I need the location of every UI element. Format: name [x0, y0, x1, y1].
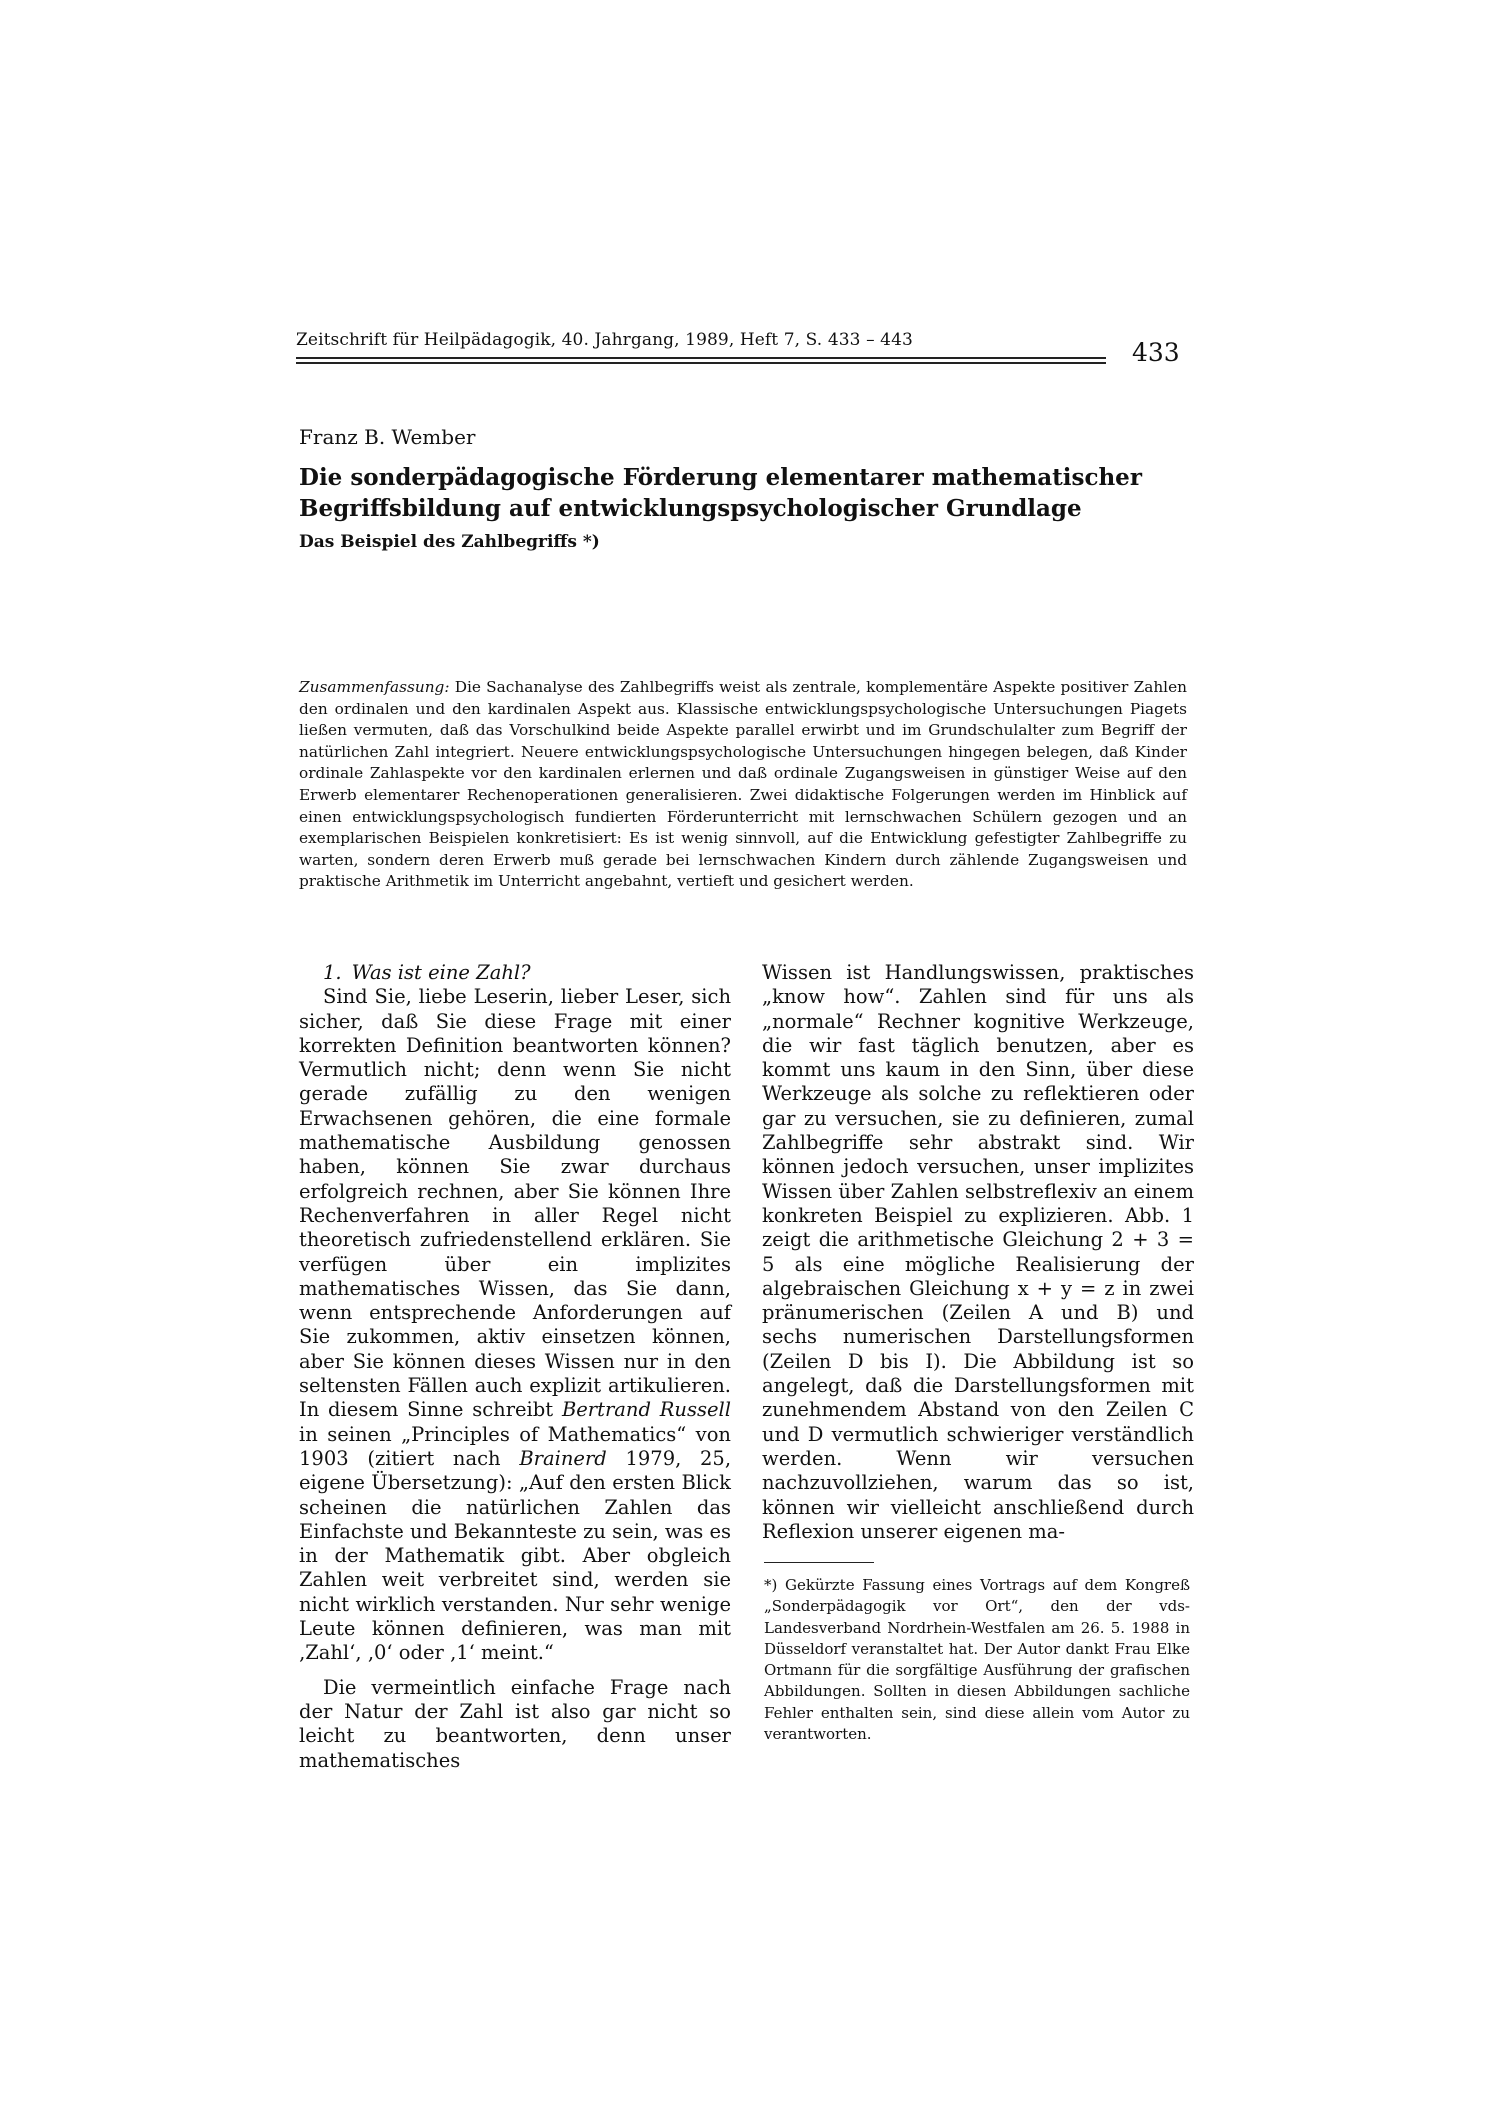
- abstract: [299, 677, 1187, 893]
- paragraph-1-name-russell: Bertrand Russell: [561, 1398, 732, 1422]
- paragraph-1-name-brainerd: Brainerd: [519, 1446, 607, 1470]
- article-title: Die sonderpädagogische Förderung elementarer mathematischer Begriffsbildung auf entwicklungspsychologischer Grundlage: [299, 464, 1142, 522]
- author: Franz B. Wember: [299, 425, 476, 449]
- left-column: [299, 961, 731, 1773]
- abstract-text: Die Sachanalyse des Zahlbegriffs weist als zentrale, komplementäre Aspekte positiver Zahlen den ordinalen und den kardinalen Aspekt aus. Klassische entwicklungspsychologische Untersuchungen Piagets ließen vermuten, daß das Vorschulkind beide Aspekte parallel erwirbt und im Grundschulalter zum Begriff der natürlichen Zahl integriert. Neuere entwicklungspsychologische Untersuchungen hingegen belegen, daß Kinder ordinale Zahlaspekte vor den kardinalen erlernen und daß ordinale Zugangsweisen in günstiger Weise auf den Erwerb elementarer Rechenoperationen generalisieren. Zwei didaktische Folgerungen werden im Hinblick auf einen entwicklungspsychologisch fundierten Förderunterricht mit lernschwachen Schülern gezogen und an exemplarischen Beispielen konkretisiert: Es ist wenig sinnvoll, auf die Entwicklung gefestigter Zahlbegriffe zu warten, sondern deren Erwerb muß gerade bei lernschwachen Kindern durch zählende Zugangsweisen und praktische Arithmetik im Unterricht angebahnt, vertieft und gesichert werden.: [299, 678, 1187, 891]
- article-subtitle: Das Beispiel des Zahlbegriffs *): [299, 532, 600, 552]
- paragraph-2: Die vermeintlich einfache Frage nach der Natur der Zahl ist also gar nicht so leicht zu beantworten, denn unser mathematisches: [299, 1675, 731, 1772]
- paragraph-1: [299, 985, 731, 1665]
- paragraph-1-text-a: Sind Sie, liebe Leserin, lieber Leser, sich sicher, daß Sie diese Frage mit einer korrekten Definition beantworten können? Vermutlich nicht; denn wenn Sie nicht gerade zufällig zu den wenigen Erwachsenen gehören, die eine formale mathematische Ausbildung genossen haben, können Sie zwar durchaus erfolgreich rechnen, aber Sie können Ihre Rechenverfahren in aller Regel nicht theoretisch zufriedenstellend erklären. Sie verfügen über ein implizites mathematisches Wissen, das Sie dann, wenn entsprechende Anforderungen auf Sie zukommen, aktiv einsetzen können, aber Sie können dieses Wissen nur in den seltensten Fällen auch explizit artikulieren. In diesem Sinne schreibt: [299, 985, 731, 1422]
- paragraph-1-text-b: in seinen „Principles of Mathematics“ von 1903 (zitiert nach: [299, 1422, 731, 1470]
- footnote-rule: [764, 1562, 874, 1563]
- section-heading: [299, 961, 731, 985]
- section-title: Was ist eine Zahl?: [351, 961, 531, 984]
- header-rule-top: [296, 357, 1106, 359]
- journal-header: Zeitschrift für Heilpädagogik, 40. Jahrgang, 1989, Heft 7, S. 433 – 443: [296, 330, 913, 350]
- header-rule-bottom: [296, 362, 1106, 364]
- paragraph-3: Wissen ist Handlungswissen, praktisches „know how“. Zahlen sind für uns als „normale“ Rechner kognitive Werkzeuge, die wir fast täglich benutzen, aber es kommt uns kaum in den Sinn, über diese Werkzeuge als solche zu reflektieren oder gar zu versuchen, sie zu definieren, zumal Zahlbegriffe sehr abstrakt sind. Wir können jedoch versuchen, unser implizites Wissen über Zahlen selbstreflexiv an einem konkreten Beispiel zu explizieren. Abb. 1 zeigt die arithmetische Gleichung 2 + 3 = 5 als eine mögliche Realisierung der algebraischen Gleichung x + y = z in zwei pränumerischen (Zeilen A und B) und sechs numerischen Darstellungsformen (Zeilen D bis I). Die Abbildung ist so angelegt, daß die Darstellungsformen mit zunehmendem Abstand von den Zeilen C und D vermutlich schwieriger verständlich werden. Wenn wir versuchen nachzuvollziehen, warum das so ist, können wir vielleicht anschließend durch Reflexion unserer eigenen ma-: [762, 961, 1194, 1543]
- section-number: 1.: [323, 961, 342, 984]
- page-number: 433: [1132, 338, 1180, 367]
- abstract-label: Zusammenfassung:: [299, 678, 450, 696]
- paragraph-1-text-c: 1979, 25, eigene Übersetzung): „Auf den ersten Blick scheinen die natürlichen Zahlen das Einfachste und Bekannteste zu sein, was es in der Mathematik gibt. Aber obgleich Zahlen weit verbreitet sind, werden sie nicht wirklich verstanden. Nur sehr wenige Leute können definieren, was man mit ‚Zahl‘, ‚0‘ oder ‚1‘ meint.“: [299, 1446, 732, 1665]
- footnote: *) Gekürzte Fassung eines Vortrags auf dem Kongreß „Sonderpädagogik vor Ort“, den der vds-Landesverband Nordrhein-Westfalen am 26. 5. 1988 in Düsseldorf veranstaltet hat. Der Autor dankt Frau Elke Ortmann für die sorgfältige Ausführung der grafischen Abbildungen. Sollten in diesen Abbildungen sachliche Fehler enthalten sein, sind diese allein vom Autor zu verantworten.: [764, 1576, 1190, 1744]
- right-column: [762, 961, 1194, 1544]
